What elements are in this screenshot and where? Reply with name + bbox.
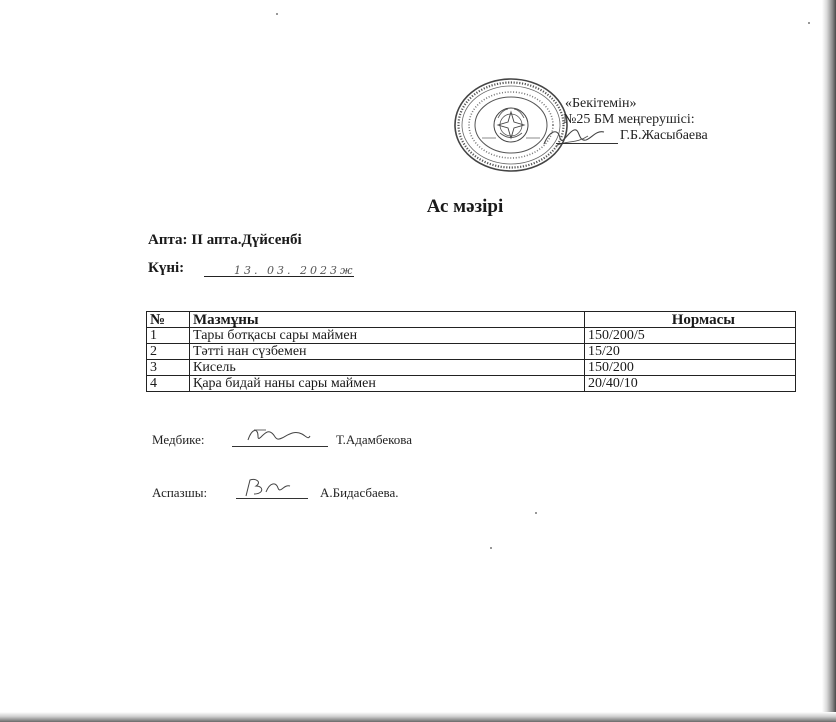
- table-row: [147, 360, 796, 376]
- head-signature: [540, 122, 610, 152]
- scan-speck: [808, 22, 810, 24]
- approval-signature-line: [556, 143, 618, 144]
- document-title: Ас мәзірі: [426, 196, 504, 217]
- row-norm: 20/40/10: [585, 376, 796, 392]
- nurse-signature: [244, 424, 314, 448]
- row-norm: 15/20: [585, 344, 796, 360]
- date-value: 13. 03. 2023ж: [234, 264, 356, 277]
- scan-edge-bottom: [0, 712, 836, 722]
- week-info: Апта: II апта.Дүйсенбі: [148, 232, 302, 248]
- row-content: Кисель: [190, 360, 585, 376]
- cook-label: Аспазшы:: [152, 485, 208, 500]
- scan-speck: [276, 13, 278, 15]
- row-number: 2: [147, 344, 190, 360]
- header-number: №: [147, 312, 190, 328]
- menu-table: [146, 311, 796, 392]
- approval-name: Г.Б.Жасыбаева: [620, 128, 708, 143]
- scan-speck: [490, 547, 492, 549]
- row-number: 3: [147, 360, 190, 376]
- cook-name: А.Бидасбаева.: [320, 485, 399, 500]
- approval-title: «Бекітемін»: [565, 96, 637, 111]
- nurse-label: Медбике:: [152, 432, 205, 447]
- scan-edge-right: [822, 0, 836, 722]
- approval-position: №25 БМ меңгерушісі:: [563, 112, 695, 127]
- row-norm: 150/200/5: [585, 328, 796, 344]
- row-number: 4: [147, 376, 190, 392]
- row-content: Қара бидай наны сары маймен: [190, 376, 585, 392]
- row-norm: 150/200: [585, 360, 796, 376]
- scan-speck: [535, 512, 537, 514]
- nurse-name: Т.Адамбекова: [336, 432, 412, 447]
- header-norm: Нормасы: [585, 312, 796, 328]
- table-row: [147, 344, 796, 360]
- date-label: Күні:: [148, 260, 185, 276]
- table-row: [147, 328, 796, 344]
- table-row: [147, 376, 796, 392]
- row-content: Тәтті нан сүзбемен: [190, 344, 585, 360]
- row-number: 1: [147, 328, 190, 344]
- row-content: Тары ботқасы сары маймен: [190, 328, 585, 344]
- cook-signature: [240, 474, 300, 500]
- menu-table-header-row: [147, 312, 796, 328]
- header-content: Мазмұны: [190, 312, 585, 328]
